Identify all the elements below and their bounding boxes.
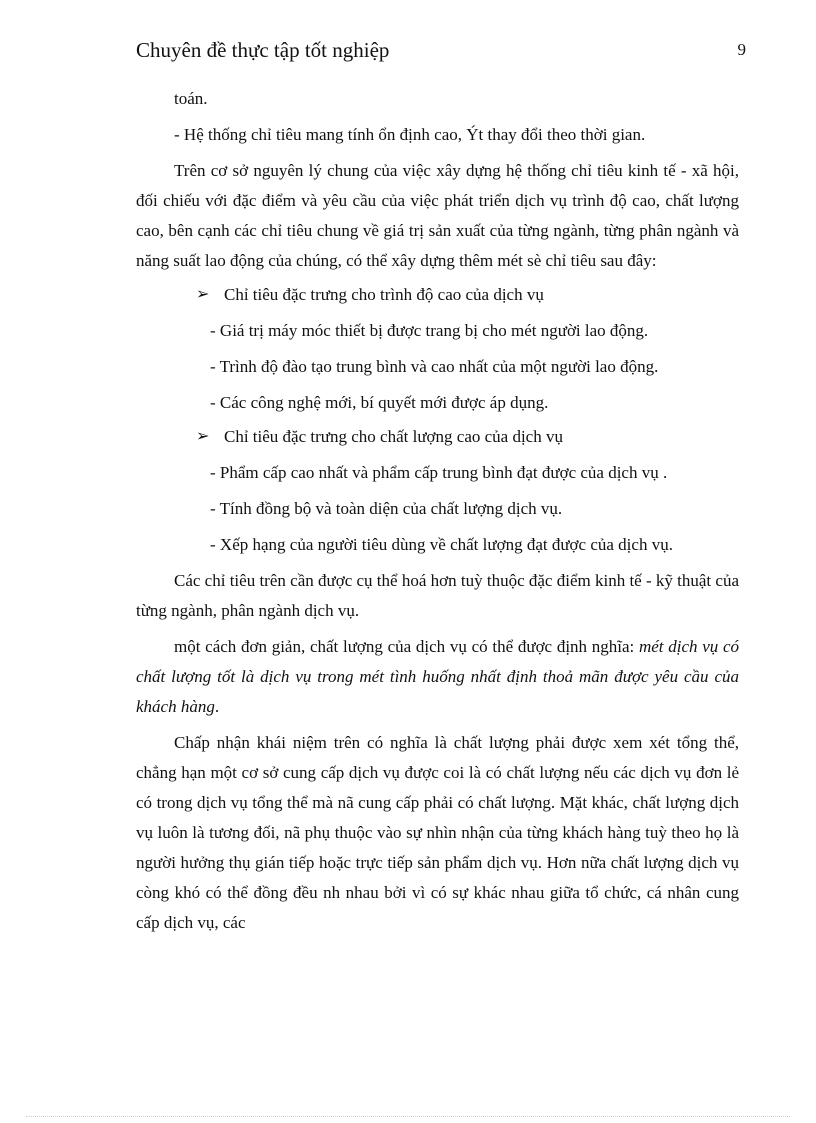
paragraph-definition	[136, 632, 739, 722]
list-item: - Tính đồng bộ và toàn diện của chất lượng dịch vụ.	[210, 499, 563, 518]
bullet-label: Chỉ tiêu đặc trưng cho trình độ cao của dịch vụ	[224, 285, 544, 304]
list-item: - Các công nghệ mới, bí quyết mới được áp dụng.	[210, 393, 549, 412]
paragraph-continued: toán.	[174, 89, 208, 108]
paragraph-criteria-stability: - Hệ thống chỉ tiêu mang tính ổn định cao, Ýt thay đổi theo thời gian.	[174, 125, 646, 144]
document-body	[136, 84, 739, 938]
bullet-item-high-quality	[136, 422, 739, 452]
list-item: - Giá trị máy móc thiết bị được trang bị cho mét người lao động.	[210, 321, 649, 340]
list-item: - Phẩm cấp cao nhất và phẩm cấp trung bình đạt được của dịch vụ .	[210, 463, 668, 482]
bullet-item-high-level	[136, 280, 739, 310]
page-bottom-divider	[26, 1116, 790, 1117]
bullet-label: Chỉ tiêu đặc trưng cho chất lượng cao của dịch vụ	[224, 427, 563, 446]
paragraph-concept: Chấp nhận khái niệm trên có nghĩa là chất lượng phải được xem xét tổng thể, chẳng hạn một cơ sở cung cấp dịch vụ được coi là có chất lượng nếu các dịch vụ đơn lẻ có trong dịch vụ tổng thể mà nã cung cấp phải có chất lượng. Mặt khác, chất lượng dịch vụ luôn là tương đối, nã phụ thuộc vào sự nhìn nhận của từng khách hàng tuỳ theo họ là người hưởng thụ gián tiếp hoặc trực tiếp sản phẩm dịch vụ. Hơn nữa chất lượng dịch vụ còng khó có thể đồng đều nh nhau bởi vì có sự khác nhau giữa tổ chức, cá nhân cung cấp dịch vụ, các	[136, 733, 739, 932]
list-item: - Xếp hạng của người tiêu dùng về chất lượng đạt được của dịch vụ.	[210, 535, 673, 554]
definition-lead: một cách đơn giản, chất lượng của dịch vụ có thể được định nghĩa:	[174, 637, 639, 656]
page-header	[136, 38, 746, 68]
paragraph-specification: Các chỉ tiêu trên cần được cụ thể hoá hơn tuỳ thuộc đặc điểm kinh tế - kỹ thuật của từng ngành, phân ngành dịch vụ.	[136, 571, 739, 620]
definition-italic: mét dịch vụ có chất lượng tốt là dịch vụ trong mét tình huống nhất định thoả mãn được yêu cầu của khách hàng	[136, 637, 740, 716]
paragraph-principles: Trên cơ sở nguyên lý chung của việc xây dựng hệ thống chỉ tiêu kinh tế - xã hội, đối chiếu với đặc điểm và yêu cầu của việc phát triển dịch vụ trình độ cao, chất lượng cao, bên cạnh các chỉ tiêu chung về giá trị sản xuất của từng ngành, từng phân ngành và năng suất lao động của chúng, có thể xây dựng thêm mét sè chỉ tiêu sau đây:	[136, 161, 739, 270]
arrow-bullet-icon: ➢	[196, 286, 210, 303]
arrow-bullet-icon: ➢	[196, 428, 210, 445]
document-title: Chuyên đề thực tập tốt nghiệp	[136, 38, 390, 62]
page-number: 9	[737, 40, 746, 59]
list-item: - Trình độ đào tạo trung bình và cao nhất của một người lao động.	[210, 357, 659, 376]
definition-end: .	[214, 697, 220, 716]
